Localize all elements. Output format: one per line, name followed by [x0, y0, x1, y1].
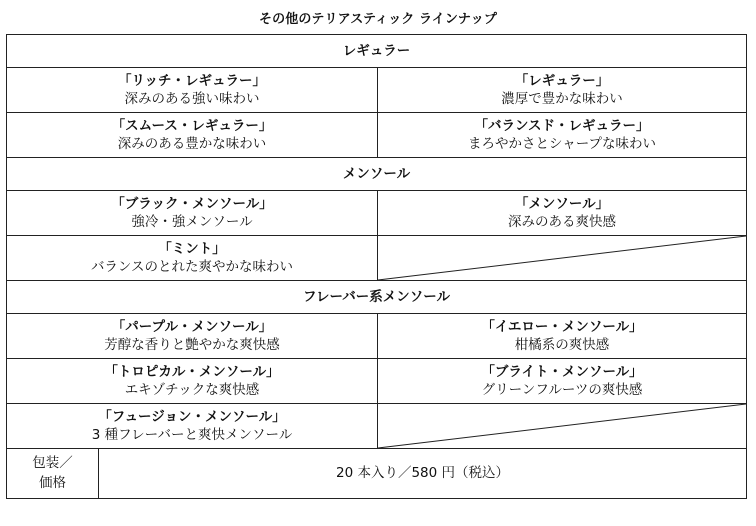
section-header-menthol: メンソール — [7, 158, 747, 191]
product-cell-fusion-menthol — [7, 404, 378, 449]
section-header-flavor-menthol: フレーバー系メンソール — [7, 281, 747, 314]
product-name: 「パープル・メンソール」 — [111, 318, 273, 335]
product-cell-tropical-menthol — [7, 359, 378, 404]
section-header-row-regular — [7, 35, 747, 68]
product-cell-mint — [7, 236, 378, 281]
product-description: バランスのとれた爽やかな味わい — [90, 259, 294, 275]
section-header-row-flavor — [7, 281, 747, 314]
lineup-table — [6, 34, 747, 499]
empty-cell-diagonal — [378, 404, 747, 449]
product-cell-balanced-regular — [378, 113, 747, 158]
package-label-line-2: 価格 — [39, 474, 66, 491]
product-name: 「ブライト・メンソール」 — [481, 363, 643, 380]
product-description: 深みのある豊かな味わい — [117, 136, 267, 152]
product-cell-regular — [378, 68, 747, 113]
product-cell-yellow-menthol — [378, 314, 747, 359]
menthol-row-1 — [7, 191, 747, 236]
flavor-row-3 — [7, 404, 747, 449]
product-name: 「フュージョン・メンソール」 — [98, 408, 286, 425]
diagonal-line — [378, 236, 746, 280]
product-name: 「レギュラー」 — [514, 72, 610, 89]
product-cell-menthol — [378, 191, 747, 236]
package-price-label — [7, 449, 99, 499]
package-label-line-1: 包装／ — [32, 454, 73, 471]
product-cell-rich-regular — [7, 68, 378, 113]
product-cell-purple-menthol — [7, 314, 378, 359]
product-cell-smooth-regular — [7, 113, 378, 158]
package-price-row — [7, 449, 747, 499]
flavor-row-1 — [7, 314, 747, 359]
regular-row-2 — [7, 113, 747, 158]
menthol-row-2 — [7, 236, 747, 281]
product-name: 「ブラック・メンソール」 — [111, 195, 273, 212]
package-price-value: 20 本入り／580 円（税込） — [99, 449, 747, 499]
product-description: 深みのある爽快感 — [508, 214, 616, 230]
product-description: 深みのある強い味わい — [124, 91, 260, 107]
product-description: 芳醇な香りと艶やかな爽快感 — [104, 337, 280, 353]
product-description: まろやかさとシャープな味わい — [467, 136, 657, 152]
product-description: 強冷・強メンソール — [131, 214, 253, 230]
empty-cell-diagonal — [378, 236, 747, 281]
document-title: その他のテリアスティック ラインナップ — [259, 11, 497, 27]
diagonal-line — [378, 404, 746, 448]
product-name: 「メンソール」 — [514, 195, 610, 212]
product-cell-bright-menthol — [378, 359, 747, 404]
section-header-regular: レギュラー — [7, 35, 747, 68]
product-name: 「トロピカル・メンソール」 — [104, 363, 280, 380]
regular-row-1 — [7, 68, 747, 113]
product-description: グリーンフルーツの爽快感 — [481, 382, 643, 398]
product-name: 「ミント」 — [158, 240, 226, 257]
flavor-row-2 — [7, 359, 747, 404]
product-name: 「バランスド・レギュラー」 — [474, 117, 650, 134]
product-description: 3 種フレーバーと爽快メンソール — [91, 427, 293, 443]
product-description: エキゾチックな爽快感 — [124, 382, 260, 398]
product-name: 「リッチ・レギュラー」 — [118, 72, 266, 89]
product-name: 「イエロー・メンソール」 — [481, 318, 643, 335]
section-header-row-menthol — [7, 158, 747, 191]
product-description: 柑橘系の爽快感 — [514, 337, 610, 353]
product-name: 「スムース・レギュラー」 — [111, 117, 273, 134]
product-cell-black-menthol — [7, 191, 378, 236]
product-description: 濃厚で豊かな味わい — [501, 91, 623, 107]
